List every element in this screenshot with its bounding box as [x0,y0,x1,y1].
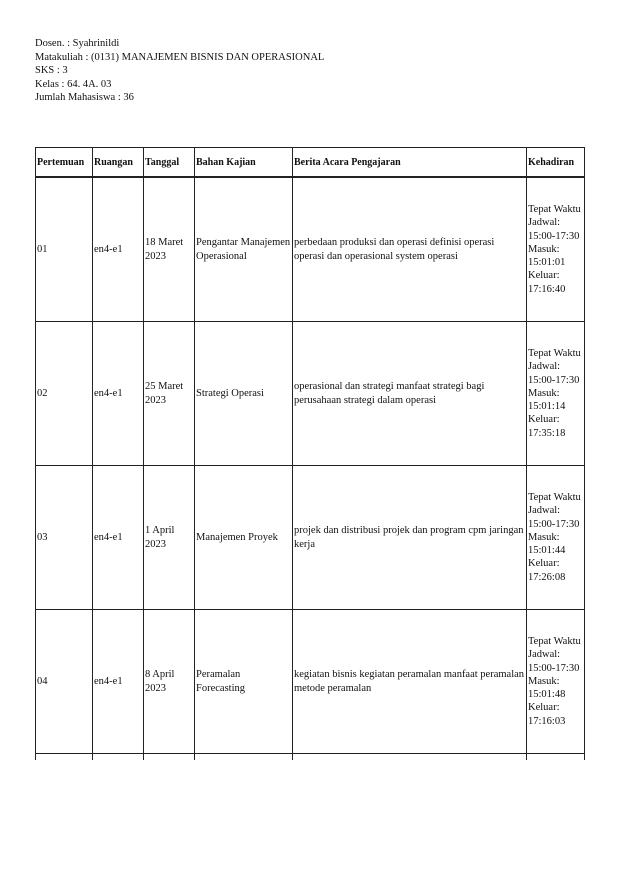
kehadiran-status: Tepat Waktu [528,636,581,648]
kehadiran-status: Tepat Waktu [528,348,581,360]
kehadiran-keluar: Keluar: 17:35:18 [528,414,566,439]
table-row [36,466,585,610]
column-header-ruangan: Ruangan [93,148,144,178]
kehadiran-masuk: Masuk: 15:01:14 [528,387,566,413]
column-header-berita-acara: Berita Acara Pengajaran [293,148,527,178]
kehadiran-jadwal: Jadwal: 15:00-17:30 [528,649,580,674]
attendance-table [35,147,585,760]
cell-berita-acara: kegiatan bisnis kegiatan peramalan manfaat peramalan metode peramalan [293,610,527,754]
column-header-kehadiran: Kehadiran [527,148,585,178]
kehadiran-status: Tepat Waktu [528,204,581,216]
document-header [35,37,324,105]
kehadiran-status: Tepat Waktu [528,492,581,504]
cell-pertemuan: 01 [36,177,93,322]
table-row [36,177,585,322]
column-header-bahan-kajian: Bahan Kajian [195,148,293,178]
column-header-pertemuan: Pertemuan [36,148,93,178]
kehadiran-masuk: Masuk: 15:01:44 [528,531,566,557]
table-header-row [36,148,585,178]
cell-pertemuan: 03 [36,466,93,610]
kehadiran-jadwal: Jadwal: 15:00-17:30 [528,361,580,386]
cell-tanggal: 8 April 2023 [144,610,195,754]
jumlah-mahasiswa-line: Jumlah Mahasiswa : 36 [35,92,134,104]
cell-kehadiran [527,466,585,610]
cell-kehadiran [527,322,585,466]
cell-kehadiran [527,177,585,322]
cell-ruangan: en4-e1 [93,610,144,754]
kelas-line: Kelas : 64. 4A. 03 [35,78,112,90]
cell-kehadiran [527,610,585,754]
cell-berita-acara: perbedaan produksi dan operasi definisi operasi operasi dan operasional system operasi [293,177,527,322]
cell-ruangan: en4-e1 [93,322,144,466]
cell-pertemuan: 04 [36,610,93,754]
column-header-tanggal: Tanggal [144,148,195,178]
kehadiran-masuk: Masuk: 15:01:48 [528,675,566,701]
cell-bahan-kajian: Manajemen Proyek [195,466,293,610]
kehadiran-jadwal: Jadwal: 15:00-17:30 [528,505,580,530]
matakuliah-line: Matakuliah : (0131) MANAJEMEN BISNIS DAN OPERASIONAL [35,51,325,63]
table-row [36,610,585,754]
table-row [36,322,585,466]
cell-berita-acara: projek dan distribusi projek dan program cpm jaringan kerja [293,466,527,610]
cell-bahan-kajian: Pengantar Manajemen Operasional [195,177,293,322]
kehadiran-keluar: Keluar: 17:16:40 [528,270,566,295]
kehadiran-keluar: Keluar: 17:16:03 [528,702,566,727]
kehadiran-keluar: Keluar: 17:26:08 [528,558,566,583]
cell-tanggal: 25 Maret 2023 [144,322,195,466]
kehadiran-jadwal: Jadwal: 15:00-17:30 [528,217,580,242]
cell-ruangan: en4-e1 [93,177,144,322]
table-continuation-row [36,754,585,761]
kehadiran-masuk: Masuk: 15:01:01 [528,243,566,269]
cell-bahan-kajian: Peramalan Forecasting [195,610,293,754]
cell-pertemuan: 02 [36,322,93,466]
cell-ruangan: en4-e1 [93,466,144,610]
cell-tanggal: 1 April 2023 [144,466,195,610]
dosen-line: Dosen. : Syahrinildi [35,38,120,49]
sks-line: SKS : 3 [35,65,68,77]
cell-berita-acara: operasional dan strategi manfaat strategi bagi perusahaan strategi dalam operasi [293,322,527,466]
cell-bahan-kajian: Strategi Operasi [195,322,293,466]
cell-tanggal: 18 Maret 2023 [144,177,195,322]
